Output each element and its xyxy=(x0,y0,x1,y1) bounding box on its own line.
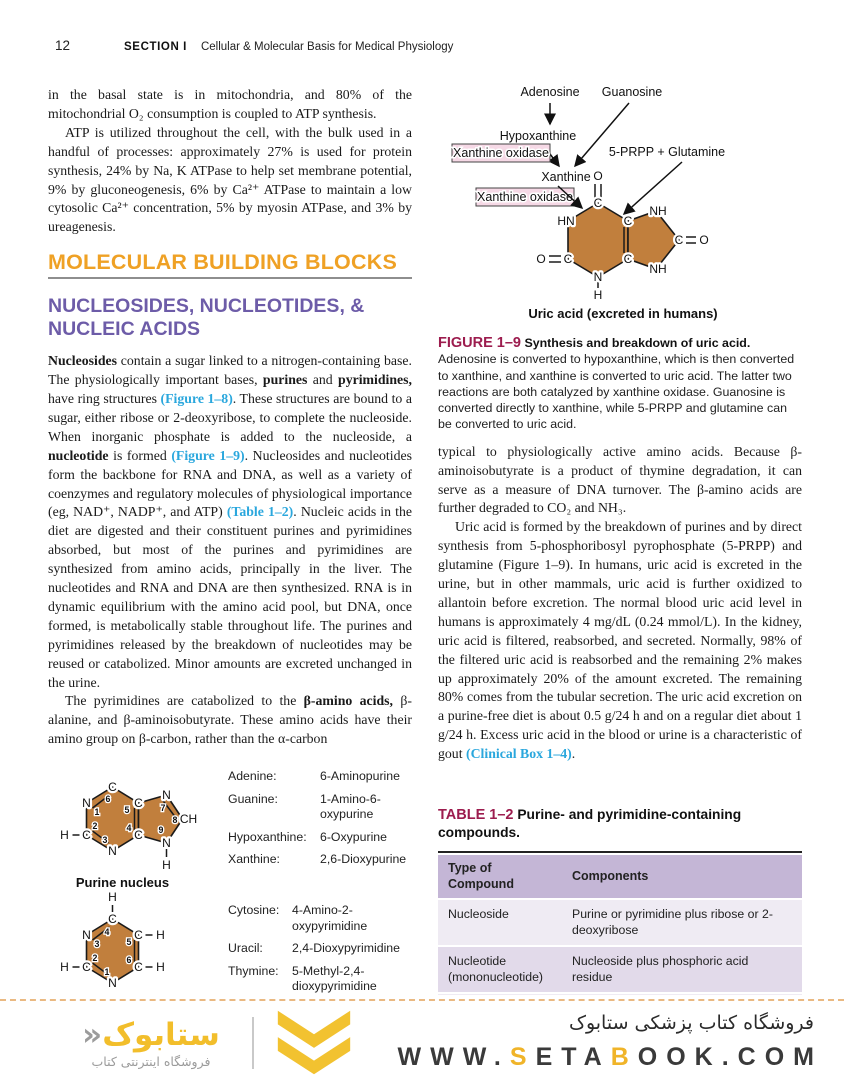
svg-text:CH: CH xyxy=(179,812,198,827)
figure-1-8 xyxy=(48,757,412,995)
table-row: Nucleotide (mononucleotide) Nucleoside plus phosphoric acid residue xyxy=(438,947,802,992)
svg-text:C: C xyxy=(134,928,143,943)
heading-molecular-building-blocks: MOLECULAR BUILDING BLOCKS xyxy=(48,250,397,275)
svg-text:9: 9 xyxy=(158,825,164,836)
svg-text:H: H xyxy=(156,928,165,943)
svg-text:C: C xyxy=(108,912,117,927)
chevron-logo-icon xyxy=(270,1010,358,1076)
left-column xyxy=(48,86,412,995)
pyrimidine-block xyxy=(48,891,412,995)
angle-mark: « xyxy=(82,1016,103,1053)
body-paragraph: The pyrimidines are catabolized to the β-amino acids, β-alanine, and β-aminoisobutyrate. These amino acids have their amino group on β-carbon, rather than the α-carbon xyxy=(48,693,412,747)
store-name-farsi: فروشگاه کتاب پزشکی ستابوک xyxy=(568,1012,814,1034)
svg-text:C: C xyxy=(623,252,633,266)
body-paragraph: ATP is utilized throughout the cell, with the bulk used in a handful of processes: approximately 27% is used for protein synthesis, 24% by Na, K ATPase to help set membrane potential, 9% by gluconeogenesis, 6% by Ca²⁺ ATPase to maintain a low cytosolic Ca²⁺ concentration, 5% by myosin ATPase, and 3% by ureagenesis. xyxy=(48,124,412,235)
pyrimidine-legend: Cytosine: 4-Amino-2-oxypyrimidine Uracil: 2,4-Dioxypyrimidine Thymine: 5-Methyl-2,4-dioxypyrimidine xyxy=(228,903,400,994)
adenosine-label: Adenosine xyxy=(520,85,580,99)
website-url: WWW.SETABOOK.COM xyxy=(397,1043,823,1071)
svg-text:7: 7 xyxy=(160,803,166,814)
svg-text:1: 1 xyxy=(104,967,110,978)
svg-text:6: 6 xyxy=(126,955,132,966)
svg-text:C: C xyxy=(134,828,143,843)
svg-text:O: O xyxy=(593,169,603,183)
column-header: Type of Compound xyxy=(438,855,562,898)
svg-text:4: 4 xyxy=(104,927,110,938)
figure-1-9-diagram xyxy=(438,80,802,323)
svg-text:N: N xyxy=(108,844,117,859)
table-header-row xyxy=(438,855,802,898)
svg-text:N: N xyxy=(162,788,171,803)
setabook-logo xyxy=(66,1010,358,1076)
body-paragraph: typical to physiologically active amino acids. Because β-aminoisobutyrate is a product of thymine degradation, it can serve as a measure of DNA turnover. The β-amino acids are further degraded to CO₂ and NH₃. xyxy=(438,443,802,516)
svg-text:C: C xyxy=(674,233,684,247)
svg-text:3: 3 xyxy=(94,939,100,950)
svg-text:Xanthine oxidase: Xanthine oxidase xyxy=(453,146,549,160)
setabook-wordmark: ستابوک« xyxy=(82,1016,220,1053)
svg-text:5: 5 xyxy=(124,805,130,816)
svg-text:C: C xyxy=(82,828,91,843)
svg-text:H: H xyxy=(156,960,165,975)
page-cut-line xyxy=(0,999,844,1001)
svg-text:C: C xyxy=(134,796,143,811)
table-title: Purine- and pyrimidine-containing compounds. xyxy=(438,807,742,841)
svg-text:O: O xyxy=(699,233,709,247)
body-paragraph: Nucleosides contain a sugar linked to a nitrogen-containing base. The physiologically important bases, purines and pyrimidines, have ring structures (Figure 1–8). These structures are bound to a sugar, either ribose or 2-deoxyribose, to complete the nucleoside. When inorganic phosphate is added to the nucleoside, a nucleotide is formed (Figure 1–9). Nucleosides and nucleotides form the backbone for RNA and DNA, as well as a variety of coenzymes and regulatory molecules of physiological importance (eg, NAD⁺, NADP⁺, and ATP) (Table 1–2). Nucleic acids in the diet are digested and their constituent purines and pyrimidines absorbed, but most of the purines and pyrimidines are synthesized from amino acids, principally in the liver. The nucleotides and RNA and DNA are then synthesized. RNA is in dynamic equilibrium with the amino acid pool, but DNA, once formed, is metabolically stable throughout life. The purines and pyrimidines released by the breakdown of nucleotides may be reused or catabolized. Minor amounts are excreted unchanged in the urine. xyxy=(48,353,412,690)
uric-pentagon-ring xyxy=(628,211,679,269)
logo-tagline: فروشگاه اینترنتی کتاب xyxy=(91,1053,211,1069)
body-paragraph: in the basal state is in mitochondria, and 80% of the mitochondrial O₂ consumption is coupled to ATP synthesis. xyxy=(48,87,412,121)
footer-store-info xyxy=(397,1012,823,1072)
heading-nucleosides: NUCLEOSIDES, NUCLEOTIDES, & NUCLEIC ACIDS xyxy=(48,295,365,340)
section-label: SECTION I xyxy=(124,41,187,53)
uric-hexagon-ring xyxy=(568,203,628,277)
right-column xyxy=(438,80,802,995)
svg-text:C: C xyxy=(623,214,633,228)
svg-text:NH: NH xyxy=(649,204,667,218)
table-row xyxy=(438,994,802,995)
pyrimidine-structure-diagram xyxy=(48,891,228,995)
svg-text:N: N xyxy=(162,836,171,851)
logo-divider xyxy=(252,1017,254,1069)
svg-text:5: 5 xyxy=(126,937,132,948)
heading-rule xyxy=(48,277,412,279)
svg-text:2: 2 xyxy=(92,821,98,832)
guanosine-label: Guanosine xyxy=(601,85,663,99)
pyrimidine-hexagon-ring xyxy=(87,919,139,983)
svg-text:N: N xyxy=(108,976,117,991)
purine-hexagon-ring xyxy=(87,787,139,851)
purine-block xyxy=(48,757,412,891)
prpp-glutamine-label: 5-PRPP + Glutamine xyxy=(608,145,726,159)
uric-acid-caption: Uric acid (excreted in humans) xyxy=(528,306,718,321)
page-header xyxy=(55,38,804,53)
svg-text:H: H xyxy=(60,828,69,843)
svg-text:N: N xyxy=(82,928,91,943)
figure-1-9-caption: FIGURE 1–9 Synthesis and breakdown of uric acid. Adenosine is converted to hypoxanthine, which is then converted to xanthine, and xanthine is converted to uric acid. The latter two reactions are both catalyzed by xanthine oxidase. Guanosine is converted directly to xanthine, while 5-PRPP and glutamine can be converted to uric acid. xyxy=(438,334,795,432)
svg-text:H: H xyxy=(60,960,69,975)
section-title: Cellular & Molecular Basis for Medical Physiology xyxy=(200,41,454,53)
svg-text:H: H xyxy=(162,858,171,873)
svg-text:8: 8 xyxy=(172,815,178,826)
purine-legend: Adenine: 6-Aminopurine Guanine: 1-Amino-6-oxypurine Hypoxanthine: 6-Oxypurine Xanthine: 2,6-Dioxypurine xyxy=(228,769,407,867)
svg-text:2: 2 xyxy=(92,953,98,964)
svg-text:O: O xyxy=(536,252,546,266)
svg-text:H: H xyxy=(593,288,603,302)
purine-structure-diagram xyxy=(48,757,228,891)
page-number: 12 xyxy=(55,38,71,53)
svg-text:3: 3 xyxy=(102,835,108,846)
svg-text:4: 4 xyxy=(126,823,132,834)
svg-text:C: C xyxy=(82,960,91,975)
hypoxanthine-label: Hypoxanthine xyxy=(499,129,577,143)
svg-text:C: C xyxy=(134,960,143,975)
svg-text:C: C xyxy=(593,196,603,210)
purine-pyrimidine-table xyxy=(438,851,802,995)
table-row: Nucleoside Purine or pyrimidine plus ribose or 2-deoxyribose xyxy=(438,900,802,945)
svg-text:NH: NH xyxy=(649,262,667,276)
body-paragraph: Uric acid is formed by the breakdown of purines and by direct synthesis from 5-phosphoribosyl pyrophosphate (5-PRPP) and glutamine (Figure 1–9). In humans, uric acid is excreted in the urine, but in other mammals, uric acid is further oxidized to allantoin before excretion. The normal blood uric acid level in humans is approximately 4 mg/dL (0.24 mmol/L). In the kidney, uric acid is filtered, reabsorbed, and secreted. Normally, 98% of the filtered uric acid is reabsorbed and the remaining 2% makes up approximately 20% of the amount excreted. The remaining 80% comes from the tubular secretion. The uric acid excretion on a purine-free diet is about 0.5 g/24 h and on a regular diet about 1 g/24 h. Excess uric acid in the blood or urine is a characteristic of gout (Clinical Box 1–4). xyxy=(438,519,802,762)
table-1-2-heading xyxy=(438,806,802,842)
svg-text:H: H xyxy=(108,891,117,905)
svg-text:6: 6 xyxy=(105,794,111,805)
column-header: Components xyxy=(562,855,802,898)
svg-text:Xanthine oxidase: Xanthine oxidase xyxy=(477,190,573,204)
purine-caption: Purine nucleus xyxy=(75,875,170,891)
svg-text:C: C xyxy=(108,780,117,795)
svg-text:N: N xyxy=(82,796,91,811)
table-label: TABLE 1–2 xyxy=(438,807,514,824)
svg-text:N: N xyxy=(593,270,603,284)
svg-text:1: 1 xyxy=(94,807,100,818)
svg-text:HN: HN xyxy=(557,214,575,228)
xanthine-label: Xanthine xyxy=(541,170,591,184)
svg-text:C: C xyxy=(563,252,573,266)
